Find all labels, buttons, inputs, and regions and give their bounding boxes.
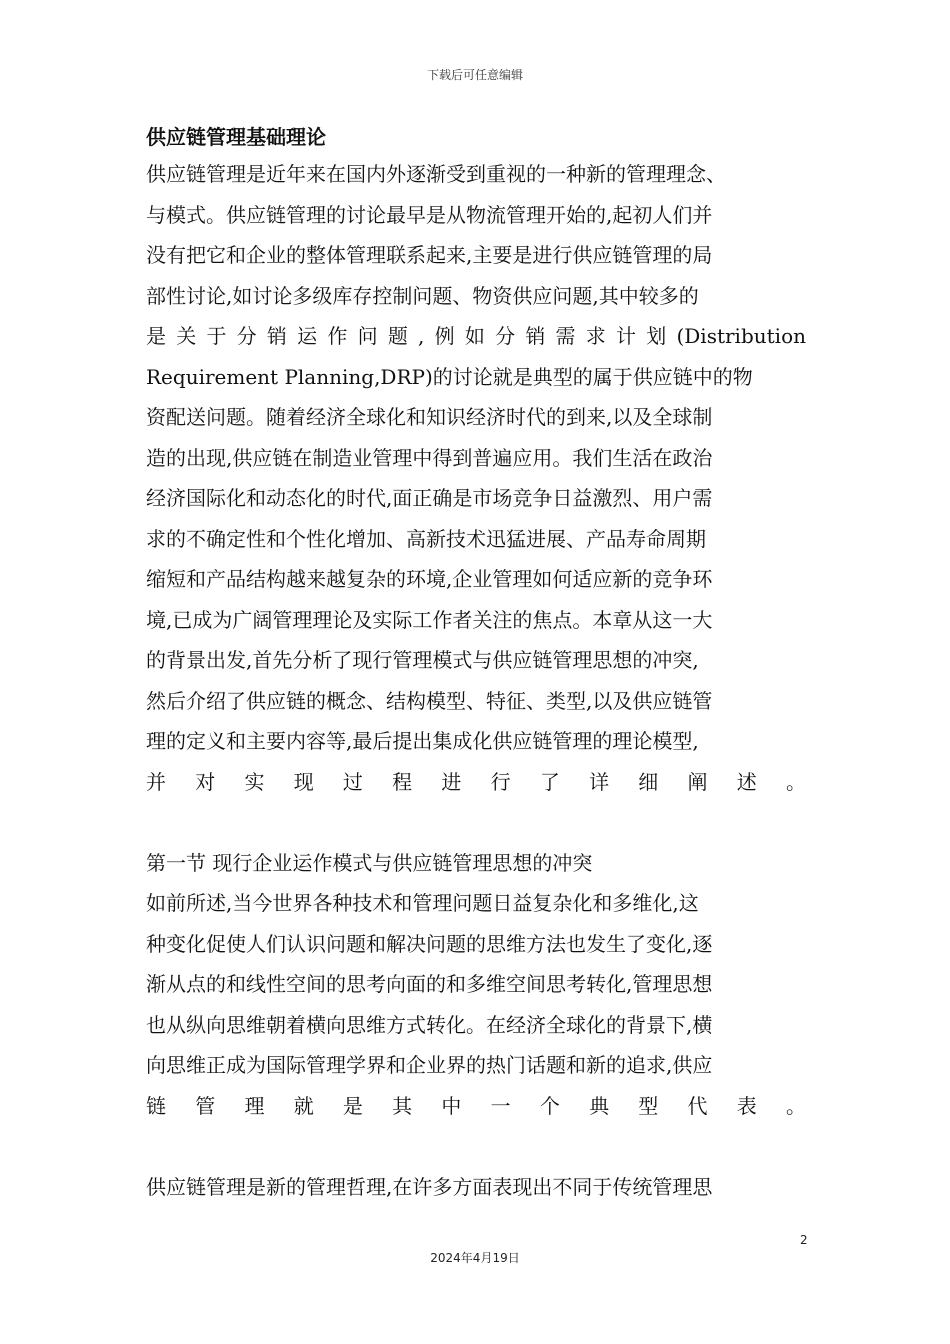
section-heading: 第一节 现行企业运作模式与供应链管理思想的冲突 [146, 850, 593, 875]
text-line: 经济国际化和动态化的时代,面正确是市场竞争日益激烈、用户需 [146, 486, 713, 510]
text-line: 是关于分销运作问题,例如分销需求计划(Distribution [146, 324, 806, 348]
text-line: 的背景出发,首先分析了现行管理模式与供应链管理思想的冲突, [146, 648, 699, 672]
text-line: 也从纵向思维朝着横向思维方式转化。在经济全球化的背景下,横 [146, 1012, 713, 1037]
text-line: 种变化促使人们认识问题和解决问题的思维方法也发生了变化,逐 [146, 931, 713, 956]
text-line: 没有把它和企业的整体管理联系起来,主要是进行供应链管理的局 [146, 243, 713, 267]
text-line: 理的定义和主要内容等,最后提出集成化供应链管理的理论模型, [146, 729, 699, 753]
page-header: 下载后可任意编辑 [426, 68, 523, 82]
text-line: 供应链管理是近年来在国内外逐渐受到重视的一种新的管理理念、 [146, 162, 726, 186]
text-line: 部性讨论,如讨论多级库存控制问题、物资供应问题,其中较多的 [146, 283, 699, 308]
text-line: 然后介绍了供应链的概念、结构模型、特征、类型,以及供应链管 [146, 688, 713, 713]
text-line: 求的不确定性和个性化增加、高新技术迅猛进展、产品寿命周期 [146, 526, 706, 551]
text-line: 资配送问题。随着经济全球化和知识经济时代的到来,以及全球制 [146, 405, 713, 429]
paragraph-spacer [146, 802, 806, 843]
text-line: 造的出现,供应链在制造业管理中得到普遍应用。我们生活在政治 [146, 445, 713, 470]
text-line: Requirement Planning,DRP)的讨论就是典型的属于供应链中的物 [146, 364, 753, 389]
paragraph-section-one [146, 883, 806, 1126]
paragraph-spacer [146, 1126, 806, 1167]
paragraph-intro [146, 154, 806, 802]
text-line: 并 对 实 现 过 程 进 行 了 详 细 阐 述 。 [146, 769, 806, 794]
page-number: 2 [800, 1233, 808, 1247]
page-footer-date: 2024年4月19日 [430, 1251, 520, 1265]
text-line: 链 管 理 就 是 其 中 一 个 典 型 代 表 。 [146, 1093, 806, 1118]
text-line: 渐从点的和线性空间的思考向面的和多维空间思考转化,管理思想 [146, 972, 713, 996]
text-line: 供应链管理是新的管理哲理,在许多方面表现出不同于传统管理思 [146, 1174, 713, 1199]
text-line: 与模式。供应链管理的讨论最早是从物流管理开始的,起初人们并 [146, 202, 713, 227]
document-body [146, 120, 806, 1207]
text-line: 向思维正成为国际管理学界和企业界的热门话题和新的追求,供应 [146, 1053, 713, 1077]
text-line: 境,已成为广阔管理理论及实际工作者关注的焦点。本章从这一大 [146, 607, 713, 632]
document-title: 供应链管理基础理论 [146, 125, 326, 149]
text-line: 缩短和产品结构越来越复杂的环境,企业管理如何适应新的竞争环 [146, 567, 713, 591]
text-line: 如前所述,当今世界各种技术和管理问题日益复杂化和多维化,这 [146, 891, 699, 915]
paragraph-continued [146, 1167, 806, 1208]
